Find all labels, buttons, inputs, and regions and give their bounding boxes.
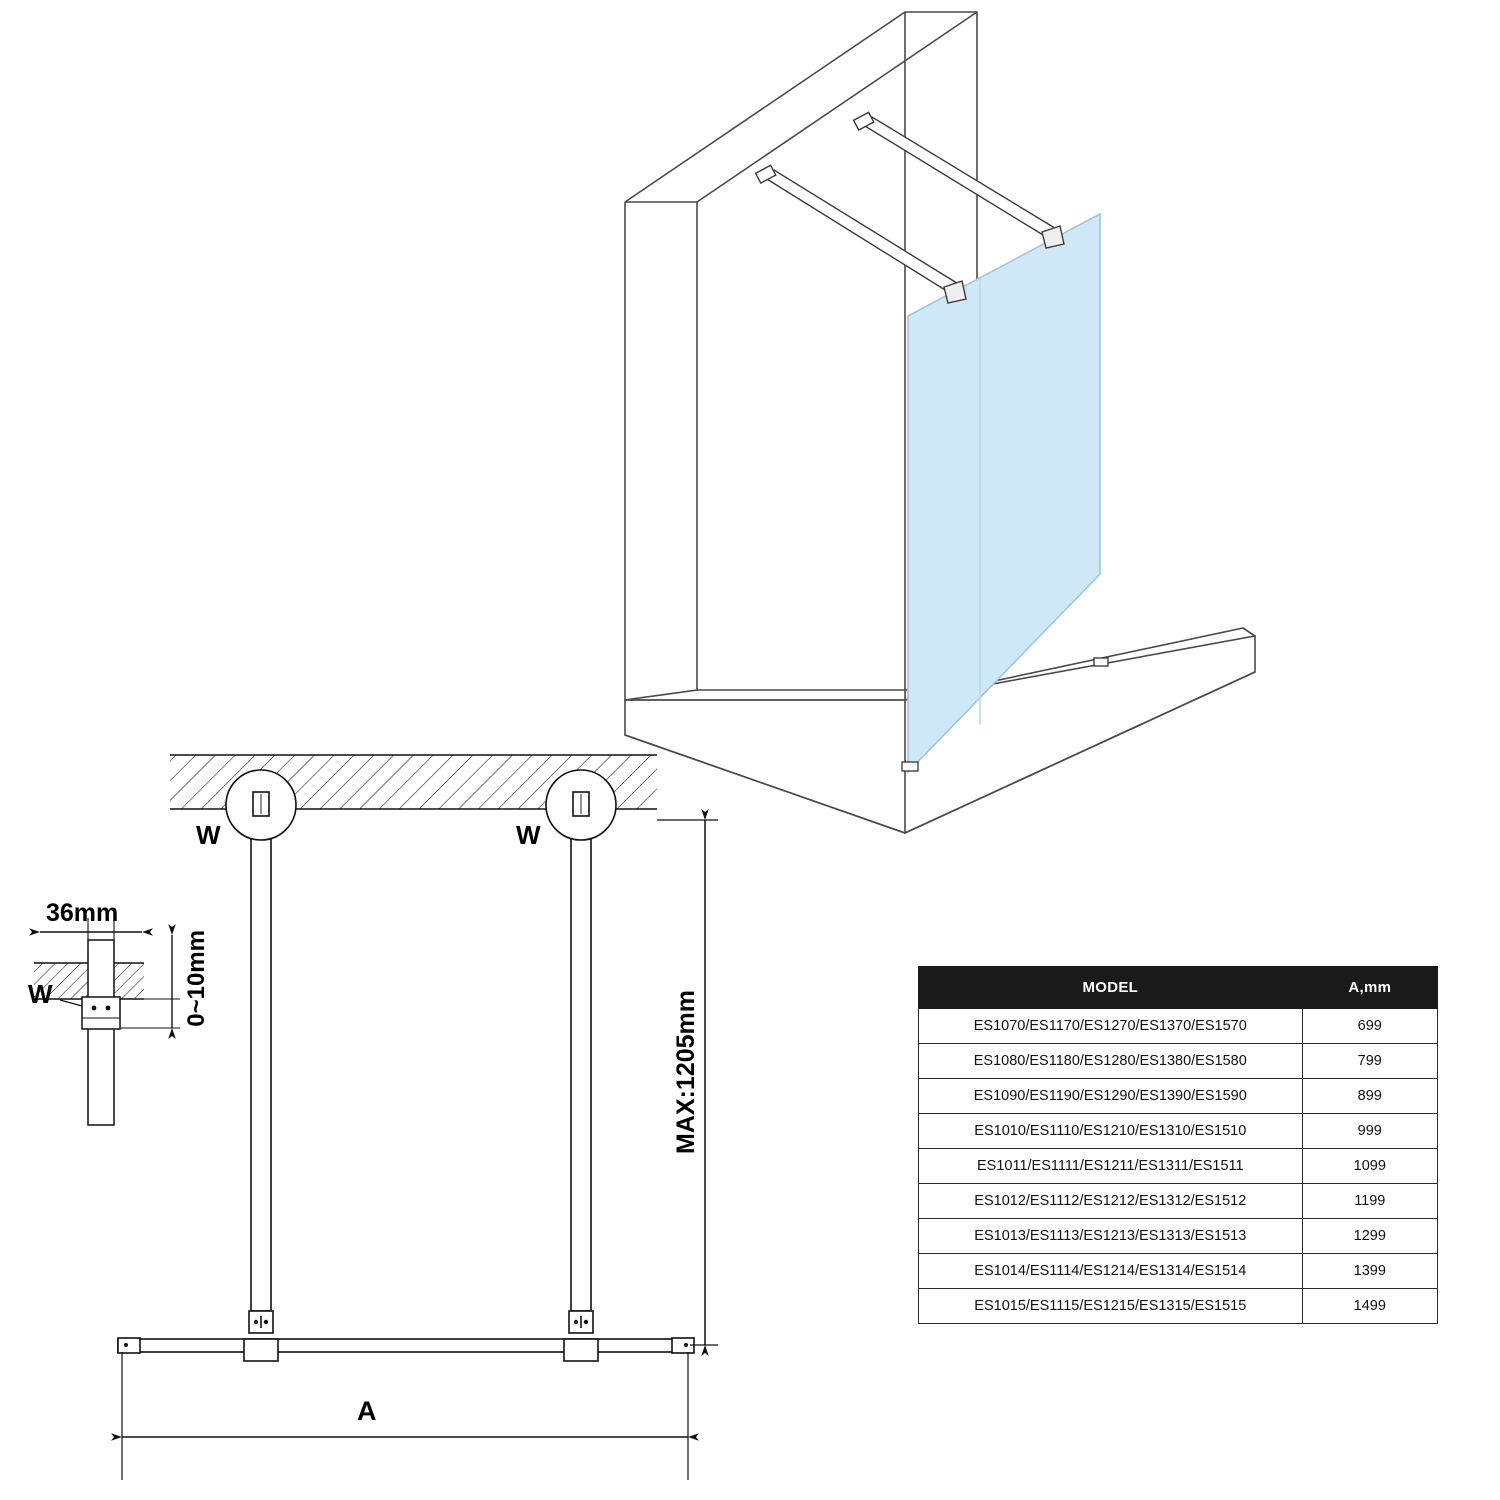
column-header-a: A,mm xyxy=(1302,967,1437,1009)
detail-width-label: 36mm xyxy=(46,899,119,927)
table-row xyxy=(919,1079,1438,1114)
cell-a-value: 1499 xyxy=(1302,1289,1437,1324)
glass-panel-3d xyxy=(908,214,1100,772)
cell-a-value: 1399 xyxy=(1302,1254,1437,1289)
cell-model: ES1012/ES1112/ES1212/ES1312/ES1512 xyxy=(919,1184,1303,1219)
cell-model: ES1080/ES1180/ES1280/ES1380/ES1580 xyxy=(919,1044,1303,1079)
detail-gap-label: 0~10mm xyxy=(183,930,210,1027)
wall-marker-label-3: W xyxy=(28,979,53,1009)
table-row xyxy=(919,1149,1438,1184)
cell-a-value: 1099 xyxy=(1302,1149,1437,1184)
support-bar-upper xyxy=(854,112,1064,248)
column-header-model: MODEL xyxy=(919,967,1303,1009)
model-spec-table xyxy=(918,966,1438,1324)
table-row xyxy=(919,1219,1438,1254)
max-height-label: MAX:1205mm xyxy=(672,990,700,1154)
cell-model: ES1015/ES1115/ES1215/ES1315/ES1515 xyxy=(919,1289,1303,1324)
table-body xyxy=(919,1009,1438,1324)
cell-model: ES1010/ES1110/ES1210/ES1310/ES1510 xyxy=(919,1114,1303,1149)
cell-a-value: 1199 xyxy=(1302,1184,1437,1219)
cell-model: ES1090/ES1190/ES1290/ES1390/ES1590 xyxy=(919,1079,1303,1114)
table-row xyxy=(919,1254,1438,1289)
cell-a-value: 1299 xyxy=(1302,1219,1437,1254)
wall-fixing-detail xyxy=(34,918,180,1125)
table-header-row xyxy=(919,967,1438,1009)
table-row xyxy=(919,1044,1438,1079)
cell-a-value: 999 xyxy=(1302,1114,1437,1149)
table-row xyxy=(919,1289,1438,1324)
cell-a-value: 799 xyxy=(1302,1044,1437,1079)
cell-model: ES1013/ES1113/ES1213/ES1313/ES1513 xyxy=(919,1219,1303,1254)
support-bar-lower xyxy=(756,165,966,303)
table-row xyxy=(919,1009,1438,1044)
wall-marker-label-1: W xyxy=(196,820,221,850)
vertical-post-right xyxy=(569,809,593,1333)
cell-model: ES1014/ES1114/ES1214/ES1314/ES1514 xyxy=(919,1254,1303,1289)
width-dimension-label: A xyxy=(357,1396,377,1426)
glass-horizontal-profile xyxy=(118,1338,694,1361)
cell-model: ES1070/ES1170/ES1270/ES1370/ES1570 xyxy=(919,1009,1303,1044)
cell-a-value: 699 xyxy=(1302,1009,1437,1044)
table-row xyxy=(919,1114,1438,1149)
table-row xyxy=(919,1184,1438,1219)
wall-marker-label-2: W xyxy=(516,820,541,850)
vertical-post-left xyxy=(249,809,273,1333)
width-dimension xyxy=(122,1352,688,1480)
cell-a-value: 899 xyxy=(1302,1079,1437,1114)
cell-model: ES1011/ES1111/ES1211/ES1311/ES1511 xyxy=(919,1149,1303,1184)
